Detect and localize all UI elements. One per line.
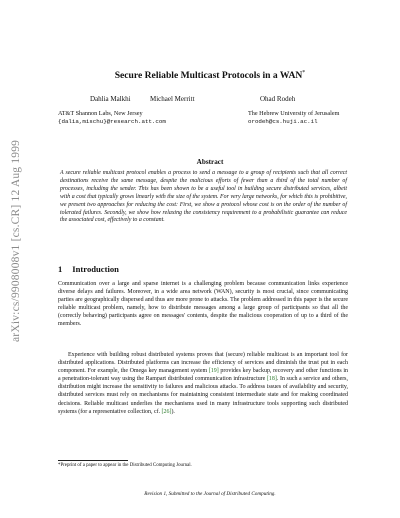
citation-link-26[interactable]: [26]	[161, 408, 172, 415]
title-footnote-mark: *	[302, 70, 306, 76]
intro-paragraph-2	[58, 351, 348, 416]
section-number: 1	[58, 264, 63, 274]
paper-title-text: Secure Reliable Multicast Protocols in a WAN	[114, 70, 303, 82]
citation-link-19[interactable]: [19]	[208, 368, 219, 375]
abstract-text: A secure reliable multicast protocol enables a process to send a message to a group of recipients such that all correct destinations receive the same message, despite the malicious efforts of fewer than a third of the total number of processes, including the sender. This has been shown to be a useful tool in building secure distributed services, albeit with a cost that typically grows linearly with the size of the system. For very large networks, for which this is prohibitive, we present two approaches for reducing the cost: First, we show a protocol whose cost is on the order of the number of tolerated failures. Secondly, we show how relaxing the consistency requirement to a probabilistic guarantee can reduce the associated cost, effectively to a constant.	[60, 170, 347, 224]
section-title: Introduction	[72, 264, 119, 274]
author-3: Ohad Rodeh	[260, 95, 296, 103]
paragraph-2-text-b: provides key backup, recovery and other functions in a penetration-tolerant way using the Rampart distributed communication infrastructure	[58, 368, 349, 383]
affiliation-huji-name: The Hebrew University of Jerusalem	[248, 110, 340, 117]
page-footer: Revision 1, Submitted to the Journal of Distributed Computing.	[144, 491, 276, 497]
citation-link-18[interactable]: [18]	[266, 376, 277, 383]
affiliation-huji	[248, 110, 388, 126]
author-1: Dahlia Malkhi	[90, 95, 131, 103]
affiliation-huji-email: orodeh@cs.huji.ac.il	[248, 118, 318, 125]
author-2: Michael Merritt	[150, 95, 195, 103]
paragraph-2-text-d: ).	[171, 408, 175, 415]
affiliation-att	[58, 110, 238, 126]
abstract-heading: Abstract	[196, 158, 224, 166]
affiliation-att-email: {dalia,mischu}@research.att.com	[58, 118, 166, 125]
section-heading	[58, 264, 119, 274]
affiliation-att-name: AT&T Shannon Labs, New Jersey	[58, 110, 143, 117]
footnote: *Preprint of a paper to appear in the Distributed Computing Journal.	[58, 463, 192, 468]
intro-paragraph-1: Communication over a large and sparse internet is a challenging problem because communication links experience diverse delays and failures. Moreover, in a wide area network (WAN), security is most crucial, since communicating parties are geographically dispersed and thus are more prone to attacks. The problem addressed in this paper is the secure reliable multicast problem, namely, how to distribute messages among a large group of participants so that all the (correctly behaving) participants agree on messages' contents, despite the malicious cooperation of up to a third of the members.	[58, 281, 348, 328]
paragraph-2-text-c: . In such a service and others, distribution might increase the sensitivity to failures and malicious attacks. To address issues of availability and security, distributed services must rely on mechanisms for maintaining consistent intermediate state and for making coordinated decisions. Reliable multicast underlies the mechanisms used in many infrastructure tools supporting such distributed systems (for a representative collection, cf.	[58, 376, 348, 415]
paragraph-2-text-a: Experience with building robust distributed systems proves that (secure) reliable multicast is an important tool for distributed applications. Distributed platforms can increase the efficiency of services and diminish the trust put in each component. For example, the Omega key management system	[58, 352, 348, 375]
arxiv-identifier-stamp: arXiv:cs/9908008v1 [cs.CR] 12 Aug 1999	[10, 139, 22, 342]
footnote-divider	[58, 460, 128, 461]
paper-title	[40, 70, 380, 81]
